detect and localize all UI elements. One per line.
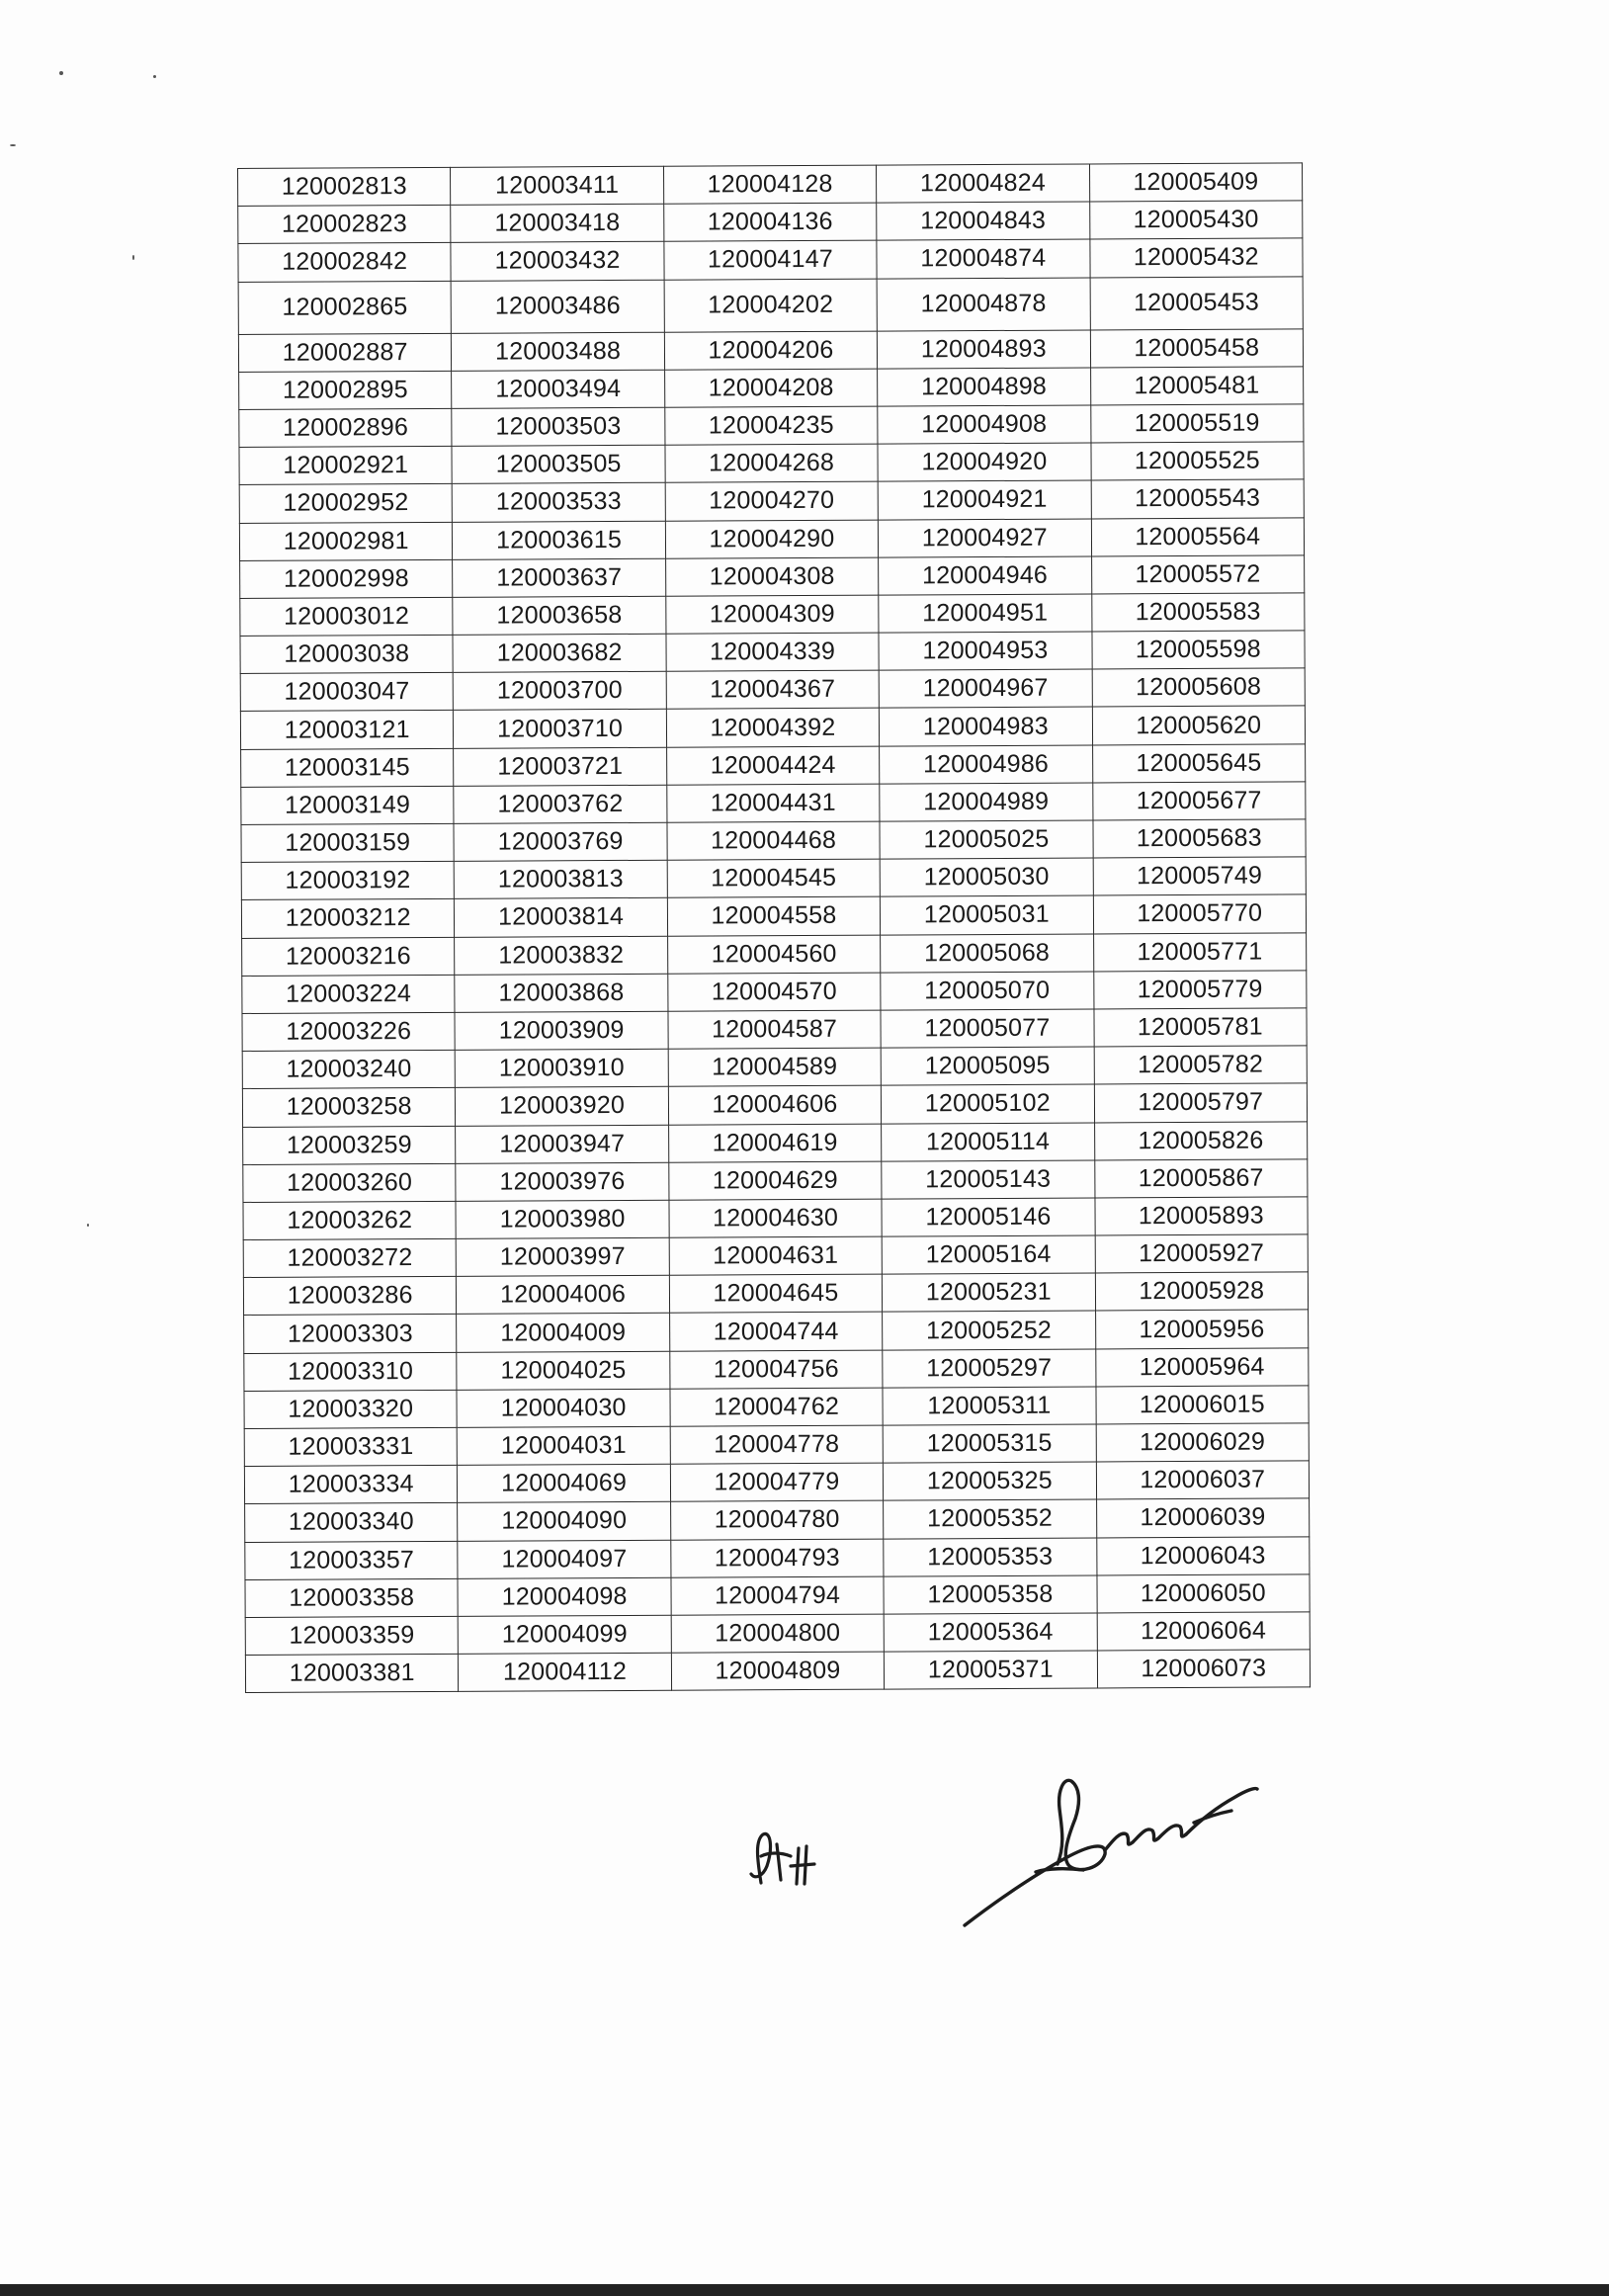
table-row [244, 1461, 1309, 1504]
table-row [243, 1159, 1308, 1203]
roll-number-cell: 120004558 [667, 896, 881, 935]
roll-number-cell: 120004545 [667, 859, 881, 897]
table-row [241, 743, 1306, 787]
roll-number-cell: 120004986 [880, 745, 1093, 784]
roll-number-cell: 120004630 [669, 1199, 883, 1237]
roll-number-cell: 120003145 [241, 748, 455, 787]
table-row [238, 328, 1303, 372]
roll-number-cell: 120002921 [239, 446, 453, 484]
roll-number-cell: 120004099 [459, 1615, 672, 1654]
roll-number-cell: 120003832 [455, 936, 668, 975]
roll-number-cell: 120004006 [457, 1275, 670, 1314]
roll-number-cell: 120005770 [1093, 894, 1307, 933]
roll-number-cell: 120003505 [452, 445, 665, 483]
roll-number-cell: 120004946 [879, 556, 1092, 595]
roll-number-cell: 120005409 [1089, 163, 1303, 202]
roll-number-table-body [238, 163, 1311, 1693]
roll-number-cell: 120003259 [243, 1126, 457, 1164]
roll-number-cell: 120003310 [244, 1352, 458, 1391]
table-row [241, 782, 1306, 825]
table-row [245, 1650, 1310, 1693]
table-row [243, 1272, 1308, 1316]
roll-number-cell: 120005358 [884, 1575, 1097, 1614]
roll-number-cell: 120003038 [240, 635, 454, 673]
roll-number-cell: 120003262 [243, 1201, 457, 1239]
handwritten-signature [965, 1780, 1257, 1925]
roll-number-cell: 120003682 [453, 634, 666, 672]
roll-number-cell: 120005353 [884, 1538, 1097, 1576]
roll-number-cell: 120005749 [1093, 857, 1307, 895]
roll-number-cell: 120005797 [1094, 1083, 1308, 1122]
roll-number-cell: 120003212 [241, 899, 455, 938]
roll-number-cell: 120004893 [878, 330, 1091, 369]
roll-number-cell: 120005564 [1091, 517, 1305, 555]
table-row [245, 1574, 1310, 1618]
roll-number-cell: 120005525 [1091, 442, 1305, 480]
roll-number-cell: 120005453 [1090, 276, 1304, 329]
roll-number-cell: 120002842 [238, 243, 452, 282]
roll-number-cell: 120004780 [670, 1500, 884, 1539]
roll-number-cell: 120003216 [242, 937, 456, 976]
roll-number-cell: 120003272 [243, 1238, 457, 1277]
roll-number-cell: 120003381 [245, 1654, 459, 1692]
roll-number-cell: 120005782 [1094, 1046, 1308, 1084]
roll-number-cell: 120004983 [880, 707, 1093, 745]
roll-number-cell: 120006039 [1096, 1498, 1310, 1537]
roll-number-cell: 120006064 [1097, 1612, 1311, 1651]
roll-number-cell: 120005430 [1089, 201, 1303, 239]
roll-number-cell: 120005070 [881, 972, 1094, 1010]
roll-number-cell: 120004989 [880, 783, 1093, 821]
roll-number-cell: 120005325 [884, 1462, 1097, 1500]
roll-number-cell: 120005102 [882, 1084, 1095, 1123]
roll-number-cell: 120005432 [1089, 238, 1303, 277]
roll-number-cell: 120006029 [1096, 1423, 1310, 1462]
roll-number-cell: 120004268 [665, 444, 879, 482]
roll-number-cell: 120005364 [884, 1613, 1097, 1652]
roll-number-cell: 120003910 [456, 1049, 669, 1087]
table-row [242, 1046, 1307, 1089]
table-row [241, 857, 1306, 900]
roll-number-cell: 120003920 [456, 1087, 669, 1126]
roll-number-cell: 120003658 [453, 596, 666, 635]
roll-number-cell: 120005371 [885, 1651, 1098, 1689]
roll-number-cell: 120005077 [881, 1009, 1094, 1048]
roll-number-cell: 120005297 [883, 1349, 1096, 1388]
roll-number-cell: 120004778 [670, 1425, 884, 1464]
roll-number-cell: 120004645 [669, 1274, 883, 1313]
roll-number-cell: 120004779 [670, 1463, 884, 1501]
roll-number-cell: 120004629 [669, 1161, 883, 1200]
roll-number-cell: 120005352 [884, 1499, 1097, 1538]
roll-number-cell: 120005572 [1091, 555, 1305, 594]
roll-number-cell: 120004431 [667, 784, 881, 822]
table-row [239, 517, 1304, 560]
roll-number-cell: 120003432 [451, 242, 664, 281]
roll-number-cell: 120003533 [453, 483, 666, 522]
table-row [242, 1008, 1307, 1052]
roll-number-cell: 120005927 [1095, 1234, 1309, 1273]
roll-number-cell: 120004744 [669, 1313, 883, 1351]
roll-number-cell: 120005956 [1095, 1310, 1309, 1348]
table-row [238, 163, 1303, 207]
roll-number-cell: 120005781 [1094, 1008, 1308, 1047]
roll-number-cell: 120003240 [242, 1050, 456, 1088]
roll-number-cell: 120004136 [663, 203, 877, 241]
roll-number-cell: 120004809 [671, 1652, 885, 1690]
roll-number-cell: 120003334 [244, 1466, 458, 1504]
roll-number-cell: 120005025 [880, 820, 1093, 859]
roll-number-cell: 120006073 [1097, 1650, 1311, 1688]
roll-number-cell: 120005620 [1092, 706, 1306, 744]
roll-number-cell: 120005311 [883, 1387, 1096, 1425]
roll-number-cell: 120003047 [240, 673, 454, 712]
roll-number-cell: 120004874 [877, 239, 1090, 278]
roll-number-cell: 120004367 [666, 670, 880, 709]
table-row [239, 404, 1304, 448]
roll-number-cell: 120003331 [244, 1427, 458, 1466]
roll-number-cell: 120003358 [245, 1578, 459, 1617]
roll-number-cell: 120004589 [668, 1048, 882, 1086]
roll-number-cell: 120005068 [881, 934, 1094, 973]
roll-number-cell: 120004794 [671, 1576, 885, 1615]
roll-number-cell: 120003762 [454, 785, 667, 823]
roll-number-cell: 120005677 [1092, 782, 1306, 820]
roll-number-cell: 120004468 [667, 821, 881, 860]
scan-bottom-edge [0, 2284, 1609, 2296]
roll-number-cell: 120004570 [668, 973, 882, 1011]
roll-number-cell: 120005030 [880, 858, 1093, 896]
roll-number-cell: 120005315 [883, 1424, 1096, 1463]
roll-number-cell: 120004128 [663, 165, 877, 204]
roll-number-cell: 120006043 [1096, 1536, 1310, 1574]
roll-number-cell: 120003159 [241, 823, 455, 862]
roll-number-cell: 120005146 [882, 1198, 1095, 1236]
table-row [245, 1612, 1310, 1656]
table-row [240, 668, 1305, 712]
table-row [245, 1498, 1310, 1542]
roll-number-cell: 120002813 [238, 167, 452, 206]
table-row [241, 819, 1306, 863]
roll-number-cell: 120003637 [453, 558, 666, 597]
roll-number-cell: 120005458 [1090, 328, 1304, 367]
table-row [243, 1234, 1308, 1278]
roll-number-cell: 120003710 [454, 710, 667, 748]
table-row [240, 631, 1305, 674]
roll-number-cell: 120005231 [883, 1273, 1096, 1312]
roll-number-cell: 120005164 [882, 1235, 1095, 1274]
roll-number-cell: 120003303 [244, 1315, 458, 1353]
table-row [239, 479, 1304, 523]
roll-number-cell: 120003615 [453, 521, 666, 559]
roll-number-cell: 120006015 [1096, 1386, 1310, 1424]
table-row [242, 971, 1307, 1014]
roll-number-cell: 120004308 [665, 557, 879, 596]
roll-number-cell: 120005826 [1094, 1121, 1308, 1159]
roll-number-cell: 120003813 [455, 860, 668, 898]
roll-number-cell: 120003320 [244, 1390, 458, 1428]
roll-number-cell: 120004920 [878, 443, 1091, 481]
roll-number-cell: 120004235 [665, 406, 879, 445]
roll-number-cell: 120004290 [665, 520, 879, 558]
roll-number-cell: 120003418 [451, 204, 664, 242]
roll-number-cell: 120005598 [1092, 631, 1306, 669]
roll-number-cell: 120004756 [670, 1350, 884, 1389]
roll-number-cell: 120003411 [451, 166, 664, 205]
roll-number-cell: 120004030 [457, 1389, 670, 1427]
roll-number-cell: 120004560 [667, 935, 881, 974]
roll-number-cell: 120004025 [457, 1351, 670, 1390]
table-row [238, 201, 1303, 244]
table-row [238, 276, 1303, 334]
roll-number-cell: 120006050 [1097, 1574, 1311, 1613]
roll-number-cell: 120004147 [664, 240, 878, 279]
roll-number-cell: 120004619 [668, 1124, 882, 1162]
roll-number-cell: 120003980 [456, 1200, 669, 1238]
roll-number-cell: 120004967 [879, 669, 1092, 708]
roll-number-cell: 120004927 [879, 518, 1092, 556]
roll-number-cell: 120002896 [239, 408, 453, 447]
table-row [244, 1386, 1309, 1429]
roll-number-cell: 120003868 [455, 974, 668, 1012]
roll-number-cell: 120002895 [239, 371, 453, 409]
roll-number-cell: 120003224 [242, 975, 456, 1013]
roll-number-cell: 120003814 [455, 898, 668, 937]
roll-number-cell: 120004587 [668, 1010, 882, 1049]
roll-number-cell: 120005095 [881, 1047, 1094, 1085]
table-row [243, 1121, 1308, 1164]
table-row [242, 932, 1307, 976]
table-row [244, 1347, 1309, 1391]
roll-number-cell: 120002823 [238, 206, 452, 244]
roll-number-cell: 120004824 [877, 164, 1090, 203]
roll-number-cell: 120004606 [668, 1085, 882, 1124]
roll-number-cell: 120005252 [883, 1311, 1096, 1349]
roll-number-cell: 120005114 [882, 1122, 1095, 1160]
roll-number-cell: 120003149 [241, 786, 455, 824]
roll-number-cell: 120002998 [240, 559, 454, 598]
roll-number-cell: 120004898 [878, 368, 1091, 406]
roll-number-cell: 120004951 [879, 594, 1092, 633]
roll-number-cell: 120005893 [1095, 1197, 1309, 1235]
table-row [240, 593, 1305, 637]
roll-number-cell: 120004208 [664, 369, 878, 407]
roll-number-cell: 120003192 [241, 862, 455, 900]
roll-number-cell: 120003286 [243, 1277, 457, 1316]
table-row [244, 1310, 1309, 1353]
roll-number-cell: 120003357 [245, 1541, 459, 1579]
roll-number-cell: 120005867 [1094, 1159, 1308, 1198]
roll-number-cell: 120004424 [666, 746, 880, 785]
roll-number-cell: 120003976 [456, 1162, 669, 1201]
roll-number-cell: 120005771 [1093, 932, 1307, 971]
roll-number-cell: 120003226 [242, 1012, 456, 1051]
table-row [239, 442, 1304, 485]
roll-number-cell: 120004631 [669, 1236, 883, 1275]
roll-number-cell: 120003721 [454, 747, 667, 786]
table-row [240, 706, 1305, 749]
roll-number-cell: 120004031 [458, 1426, 671, 1465]
roll-number-cell: 120003769 [454, 822, 667, 861]
table-row [239, 367, 1304, 410]
initials-signature [751, 1833, 814, 1884]
roll-number-cell: 120003258 [242, 1088, 456, 1127]
table-row [245, 1536, 1310, 1579]
roll-number-cell: 120005683 [1093, 819, 1307, 858]
roll-number-cell: 120005928 [1095, 1272, 1309, 1311]
table-row [240, 555, 1305, 599]
roll-number-cell: 120005519 [1090, 404, 1304, 443]
roll-number-cell: 120004878 [877, 278, 1090, 331]
roll-number-cell: 120003947 [456, 1125, 669, 1163]
roll-number-cell: 120004953 [879, 632, 1092, 670]
roll-number-cell: 120004098 [458, 1577, 671, 1616]
roll-number-cell: 120005543 [1091, 479, 1305, 518]
roll-number-cell: 120005645 [1092, 743, 1306, 782]
table-row [244, 1423, 1309, 1467]
roll-number-cell: 120004793 [671, 1539, 885, 1577]
roll-number-cell: 120003997 [457, 1237, 670, 1276]
roll-number-cell: 120003260 [243, 1163, 457, 1202]
table-row [242, 1083, 1307, 1127]
roll-number-cell: 120002887 [238, 333, 452, 372]
roll-number-cell: 120002865 [238, 281, 452, 334]
roll-number-cell: 120003340 [245, 1503, 459, 1542]
roll-number-cell: 120005608 [1092, 668, 1306, 707]
roll-number-cell: 120004908 [878, 405, 1091, 444]
roll-number-cell: 120004762 [670, 1388, 884, 1426]
roll-number-cell: 120005964 [1095, 1347, 1309, 1386]
roll-number-cell: 120004206 [664, 331, 878, 370]
roll-number-cell: 120004843 [877, 202, 1090, 240]
roll-number-cell: 120004309 [666, 595, 880, 634]
roll-number-cell: 120003503 [452, 407, 665, 446]
roll-number-cell: 120004009 [457, 1314, 670, 1352]
roll-number-cell: 120003909 [455, 1011, 668, 1050]
roll-number-cell: 120002981 [239, 522, 453, 560]
roll-number-cell: 120003486 [451, 280, 664, 333]
roll-number-cell: 120004270 [665, 481, 879, 520]
table-row [238, 238, 1303, 282]
roll-number-cell: 120004202 [664, 279, 878, 332]
roll-number-cell: 120005143 [882, 1160, 1095, 1199]
table-row [241, 894, 1306, 938]
roll-number-cell: 120005779 [1093, 971, 1307, 1009]
roll-number-cell: 120004339 [666, 633, 880, 671]
roll-number-cell: 120004097 [458, 1540, 671, 1578]
roll-number-cell: 120002952 [239, 484, 453, 523]
roll-number-cell: 120004921 [878, 480, 1091, 519]
roll-number-cell: 120003359 [245, 1616, 459, 1655]
roll-number-cell: 120004090 [458, 1502, 671, 1541]
roll-number-cell: 120003494 [452, 370, 665, 408]
roll-number-cell: 120004392 [666, 709, 880, 747]
roll-number-cell: 120004800 [671, 1614, 885, 1653]
roll-number-cell: 120005583 [1091, 593, 1305, 632]
roll-number-cell: 120003012 [240, 597, 454, 636]
table-row [243, 1197, 1308, 1240]
roll-number-cell: 120004069 [458, 1464, 671, 1502]
roll-number-table [237, 162, 1311, 1693]
roll-number-cell: 120003121 [240, 711, 454, 749]
roll-number-cell: 120003488 [452, 332, 665, 371]
roll-number-cell: 120003700 [454, 671, 667, 710]
roll-number-cell: 120004112 [459, 1653, 672, 1691]
roll-number-cell: 120005031 [881, 895, 1094, 934]
roll-number-cell: 120005481 [1090, 367, 1304, 405]
roll-number-cell: 120006037 [1096, 1461, 1310, 1499]
